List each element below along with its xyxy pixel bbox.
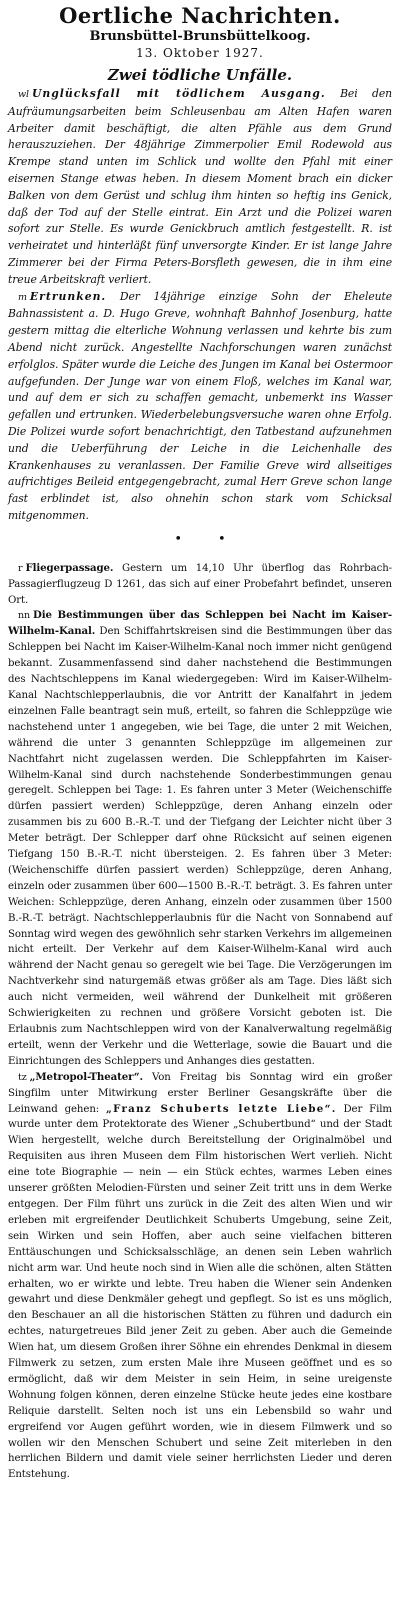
article-accident bbox=[8, 86, 392, 289]
author-tag: r bbox=[18, 562, 23, 574]
article-lead: Fliegerpassage. bbox=[25, 561, 114, 574]
article-body: Bei den Aufräumungsarbeiten beim Schleusenbau am Alten Hafen waren Arbeiter damit beschäftigt, die alten Pfähle aus dem Grund herauszuziehen. Der 48jährige Zimmerpolier Emil Rodewold aus Krempe stand unten im Schlick und wollte den Pfahl mit einer eisernen Stange etwas heben. In diesem Moment brach ein dicker Balken von dem Gerüst und schlug ihm hinten so heftig ins Genick, daß der Tod auf der Stelle eintrat. Ein Arzt und die Polizei waren sofort zur Stelle. Es wurde Genickbruch amtlich festgestellt. R. ist verheiratet und hinterläßt fünf unversorgte Kinder. Er ist lange Jahre Zimmerer bei der Firma Peters-Borsfleth gewesen, die in ihm eine treue Arbeitskraft verliert. bbox=[8, 87, 392, 286]
newspaper-page bbox=[8, 0, 392, 1483]
article-body: Gestern um 14,10 Uhr überflog das Rohrbach-Passagierflugzeug D 1261, das sich auf einer Probefahrt befindet, unseren Ort. bbox=[8, 562, 392, 606]
article-paragraph bbox=[8, 608, 392, 1069]
article-lead: Die Bestimmungen über das Schleppen bei Nacht im Kaiser-Wilhelm-Kanal. bbox=[8, 609, 392, 638]
article-body: Von Freitag bis Sonntag wird ein großer Singfilm unter Mitwirkung erster Berliner Gesangskräfte über die Leinwand gehen: bbox=[8, 1071, 392, 1115]
article-canal-towing bbox=[8, 608, 392, 1069]
dateline: 13. Oktober 1927. bbox=[136, 46, 264, 60]
article-lead: Ertrunken. bbox=[29, 289, 107, 303]
article-paragraph bbox=[8, 289, 392, 525]
section-title: Oertliche Nachrichten. bbox=[59, 3, 341, 28]
place-subtitle: Brunsbüttel-Brunsbüttelkoog. bbox=[89, 29, 311, 44]
article-flight bbox=[8, 561, 392, 609]
author-tag: m bbox=[18, 291, 27, 303]
article-lead: Unglücksfall mit tödlichem Ausgang. bbox=[31, 87, 326, 100]
article-paragraph bbox=[8, 561, 392, 609]
section-headline: Zwei tödliche Unfälle. bbox=[107, 66, 293, 84]
film-title: „Franz Schuberts letzte Liebe“. bbox=[106, 1102, 337, 1115]
masthead bbox=[8, 4, 392, 86]
article-body: Den Schiffahrtskreisen sind die Bestimmungen über das Schleppen bei Nacht im Kaiser-Wilhelm-Kanal noch immer nicht genügend bekannt. Zusammenfassend sind daher nachstehend die Bestimmungen des Nachtschleppens im Kanal wiedergegeben: Wird im Kaiser-Wilhelm-Kanal Nachtschlepperlaubnis, die vor Antritt der Kanalfahrt in jedem einzelnen Falle beantragt sein muß, erteilt, so fahren die Schleppzüge wie nachstehend unter 1 angegeben, wie bei Tage, die unter 2 mit Weichen, während die unter 3 genannten Schleppzüge im allgemeinen zur Nachtfahrt nicht zugelassen werden. Die Schleppfahrten im Kaiser-Wilhelm-Kanal sind durch nachstehende Sonderbestimmungen genau geregelt. Schleppen bei Tage: 1. Es fahren unter 3 Meter (Weichenschiffe dürfen passiert werden) Schleppzüge, deren Anhang einzeln oder zusammen bis zu 600 B.-R.-T. und der Tiefgang der Leichter nicht über 3 Meter beträgt. Der Schlepper darf ohne Rücksicht auf seinen eigenen Tiefgang 150 B.-R.-T. nicht übersteigen. 2. Es fahren über 3 Meter: (Weichenschiffe dürfen passiert werden) Schleppzüge, deren Anhang, einzeln oder zusammen über 600—1500 B.-R.-T. beträgt. 3. Es fahren unter Weichen: Schleppzüge, deren Anhang, einzeln oder zusammen über 1500 B.-R.-T. beträgt. Nachtschlepperlaubnis für die Nacht von Sonnabend auf Sonntag wird wegen des gewöhnlich sehr starken Verkehrs im allgemeinen nicht erteilt. Der Verkehr auf dem Kaiser-Wilhelm-Kanal wird auch während der Nacht genau so geregelt wie bei Tage. Die Verzögerungen im Nachtverkehr sind naturgemäß etwas größer als am Tage. Dies läßt sich auch nicht vermeiden, weil während der Dunkelheit mit größeren Schwierigkeiten zu rechnen und größere Vorsicht geboten ist. Die Erlaubnis zum Nachtschleppen wird von der Kanalverwaltung regelmäßig erteilt, wenn der Verkehr und die Wetterlage, sowie die Bauart und die Einrichtungen des Schleppers und Anhanges dies gestatten. bbox=[8, 626, 392, 1067]
article-paragraph bbox=[8, 1070, 392, 1484]
divider-mark: • bbox=[174, 531, 182, 547]
article-drowned bbox=[8, 289, 392, 525]
article-theater bbox=[8, 1070, 392, 1484]
section-divider bbox=[8, 531, 392, 549]
author-tag: wl bbox=[18, 89, 29, 100]
article-paragraph bbox=[8, 86, 392, 289]
author-tag: nn bbox=[18, 610, 31, 622]
article-body: Der 14jährige einzige Sohn der Eheleute Bahnassistent a. D. Hugo Greve, wohnhaft Bahnhof Josenburg, hatte gestern mittag die elterliche Wohnung verlassen und kehrte bis zum Abend nicht zurück. Angestellte Nachforschungen waren zunächst erfolglos. Später wurde die Leiche des Jungen im Kanal bei Ostermoor aufgefunden. Der Junge war von einem Floß, welches im Kanal war, und auf dem er sich zu schaffen gemacht, unbemerkt ins Wasser gefallen und ertrunken. Wiederbelebungsversuche waren ohne Erfolg. Die Polizei wurde sofort benachrichtigt, den Tatbestand aufzunehmen und die Ueberführung der Leiche in die Leichenhalle des Krankenhauses zu veranlassen. Der Familie Greve wird allseitiges aufrichtiges Beileid entgegengebracht, zumal Herr Greve schon lange fast erblindet ist, also ohnehin schon stark vom Schicksal mitgenommen. bbox=[8, 289, 392, 522]
divider-mark: • bbox=[218, 531, 226, 547]
author-tag: tz bbox=[18, 1071, 27, 1083]
article-lead: „Metropol-Theater“. bbox=[29, 1070, 143, 1083]
article-body: Der Film wurde unter dem Protektorate des Wiener „Schubertbund“ und der Stadt Wien hergestellt, welche durch Bereitstellung der Originalmöbel und Requisiten aus ihren Museen dem Film historischen Wert verlieh. Nicht eine tote Biographie — nein — ein Stück echtes, warmes Leben eines unserer größten Melodien-Fürsten und seiner Zeit tritt uns in dem Werke entgegen. Der Film führt uns zurück in die Zeit des alten Wien und wir erleben mit ergreifender Deutlichkeit Schuberts Umgebung, seine Zeit, sein Wirken und sein Hoffen, aber auch seine vielfachen bitteren Enttäuschungen und Schicksalsschläge, an denen sein Leben wahrlich nicht arm war. Und heute noch sind in Wien alle die schönen, alten Stätten erhalten, wo er wirkte und lebte. Treu haben die Wiener sein Andenken gewahrt und diese Denkmäler gehegt und gepflegt. So ist es uns möglich, den Beschauer an all die historischen Stätten zu führen und dadurch ein echtes, naturgetreues Bild jener Zeit zu geben. Aber auch die Gemeinde Wien hat, um diesem Großen ihrer Söhne ein ehrendes Denkmal in diesem Filmwerk zu setzen, zum ersten Male ihre Museen geöffnet und es so ermöglicht, daß wir dem Meister in sein Heim, in seine ureigenste Wohnung folgen können, deren einzelne Stücke heute jedes eine kostbare Reliquie darstellt. Selten noch ist uns ein Lebensbild so wahr und ergreifend vor Augen geführt worden, wie in diesem Filmwerk und so wollen wir den Menschen Schubert und seine Zeit miterleben in den herrlichen Bildern und damit viele seiner herrlichsten Lieder und deren Entstehung. bbox=[8, 1103, 392, 1481]
